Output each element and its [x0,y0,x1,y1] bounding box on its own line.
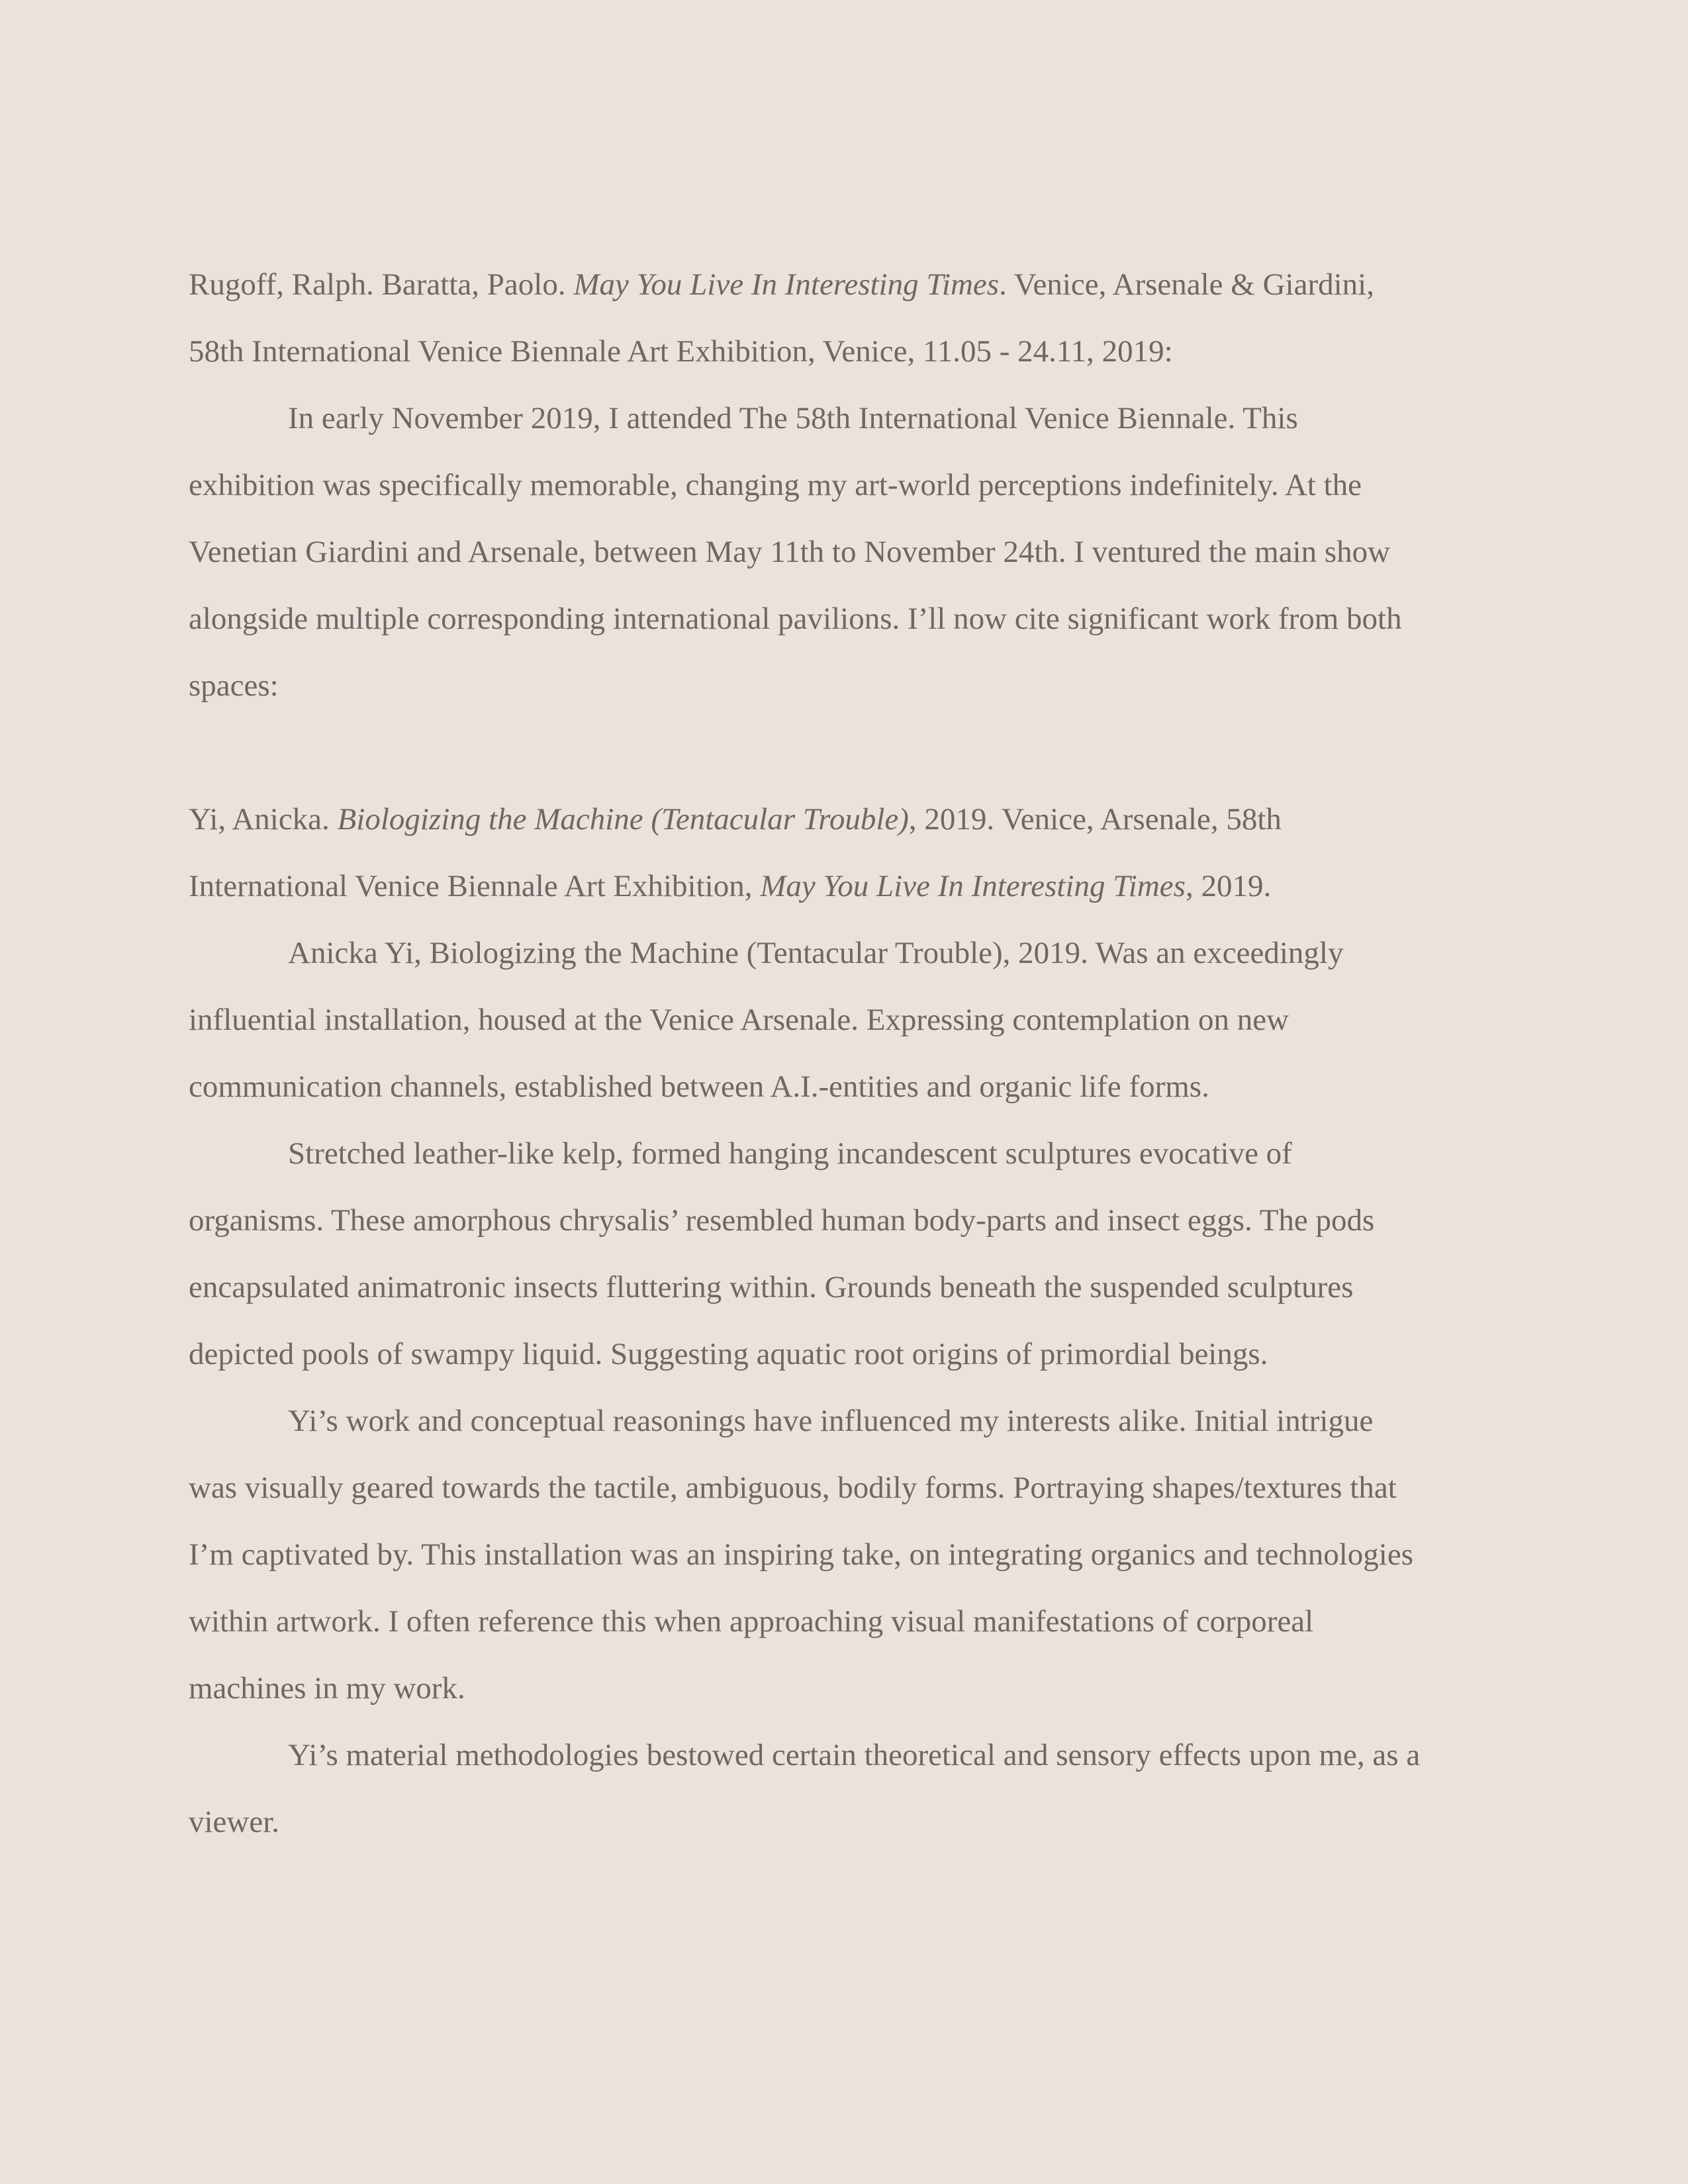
document-page [189,251,1513,1856]
paragraph-methodologies [189,1722,1513,1856]
citation-venue: . Venice, Arsenale & Giardini, [999,267,1374,302]
citation-author: Yi, Anicka. [189,802,338,837]
citation-line [189,853,1513,920]
citation-line [189,786,1513,853]
paragraph-line: spaces: [189,668,279,703]
citation-venice-biennale [189,251,1513,385]
paragraph-line: I’m captivated by. This installation was an inspiring take, on integrating organics and technologies [189,1537,1413,1572]
citation-title: May You Live In Interesting Times [573,267,1000,302]
paragraph-line: Stretched leather-like kelp, formed hanging incandescent sculptures evocative of [288,1136,1292,1171]
citation-line: 58th International Venice Biennale Art Exhibition, Venice, 11.05 - 24.11, 2019: [189,334,1173,369]
paragraph-line: In early November 2019, I attended The 58th International Venice Biennale. This [288,401,1298,435]
paragraph-line: Anicka Yi, Biologizing the Machine (Tentacular Trouble), 2019. Was an exceedingly [288,936,1344,970]
paragraph-installation [189,920,1513,1120]
paragraph-line: Yi’s work and conceptual reasonings have influenced my interests alike. Initial intrigue [288,1404,1374,1438]
paragraph-line: communication channels, established between A.I.-entities and organic life forms. [189,1069,1209,1104]
paragraph-line: within artwork. I often reference this when approaching visual manifestations of corporeal [189,1604,1314,1639]
paragraph-line: influential installation, housed at the Venice Arsenale. Expressing contemplation on new [189,1003,1289,1037]
section-spacer [189,719,1513,786]
citation-authors: Rugoff, Ralph. Baratta, Paolo. [189,267,574,302]
paragraph-line: Venetian Giardini and Arsenale, between May 11th to November 24th. I ventured the main show [189,535,1391,569]
paragraph-line: organisms. These amorphous chrysalis’ resembled human body-parts and insect eggs. The pods [189,1203,1375,1238]
paragraph-line: viewer. [189,1805,280,1839]
intro-paragraph [189,385,1513,719]
citation-venue: , 2019. Venice, Arsenale, 58th [908,802,1282,837]
paragraph-line: encapsulated animatronic insects fluttering within. Grounds beneath the suspended sculptures [189,1270,1354,1304]
citation-year: , 2019. [1185,869,1272,903]
paragraph-line: machines in my work. [189,1671,465,1706]
citation-exhibition-title: May You Live In Interesting Times [760,869,1186,903]
paragraph-line: was visually geared towards the tactile, ambiguous, bodily forms. Portraying shapes/textures that [189,1471,1397,1505]
paragraph-line: depicted pools of swampy liquid. Suggesting aquatic root origins of primordial beings. [189,1337,1268,1371]
paragraph-description [189,1120,1513,1388]
paragraph-line: alongside multiple corresponding international pavilions. I’ll now cite significant work from both [189,602,1402,636]
paragraph-line: exhibition was specifically memorable, changing my art-world perceptions indefinitely. At the [189,468,1362,502]
paragraph-influence [189,1388,1513,1722]
citation-work-title: Biologizing the Machine (Tentacular Trouble) [337,802,909,837]
citation-exhibition: International Venice Biennale Art Exhibition, [189,869,761,903]
citation-anicka-yi [189,786,1513,920]
paragraph-line: Yi’s material methodologies bestowed certain theoretical and sensory effects upon me, as a [288,1738,1421,1772]
citation-line [189,251,1513,318]
